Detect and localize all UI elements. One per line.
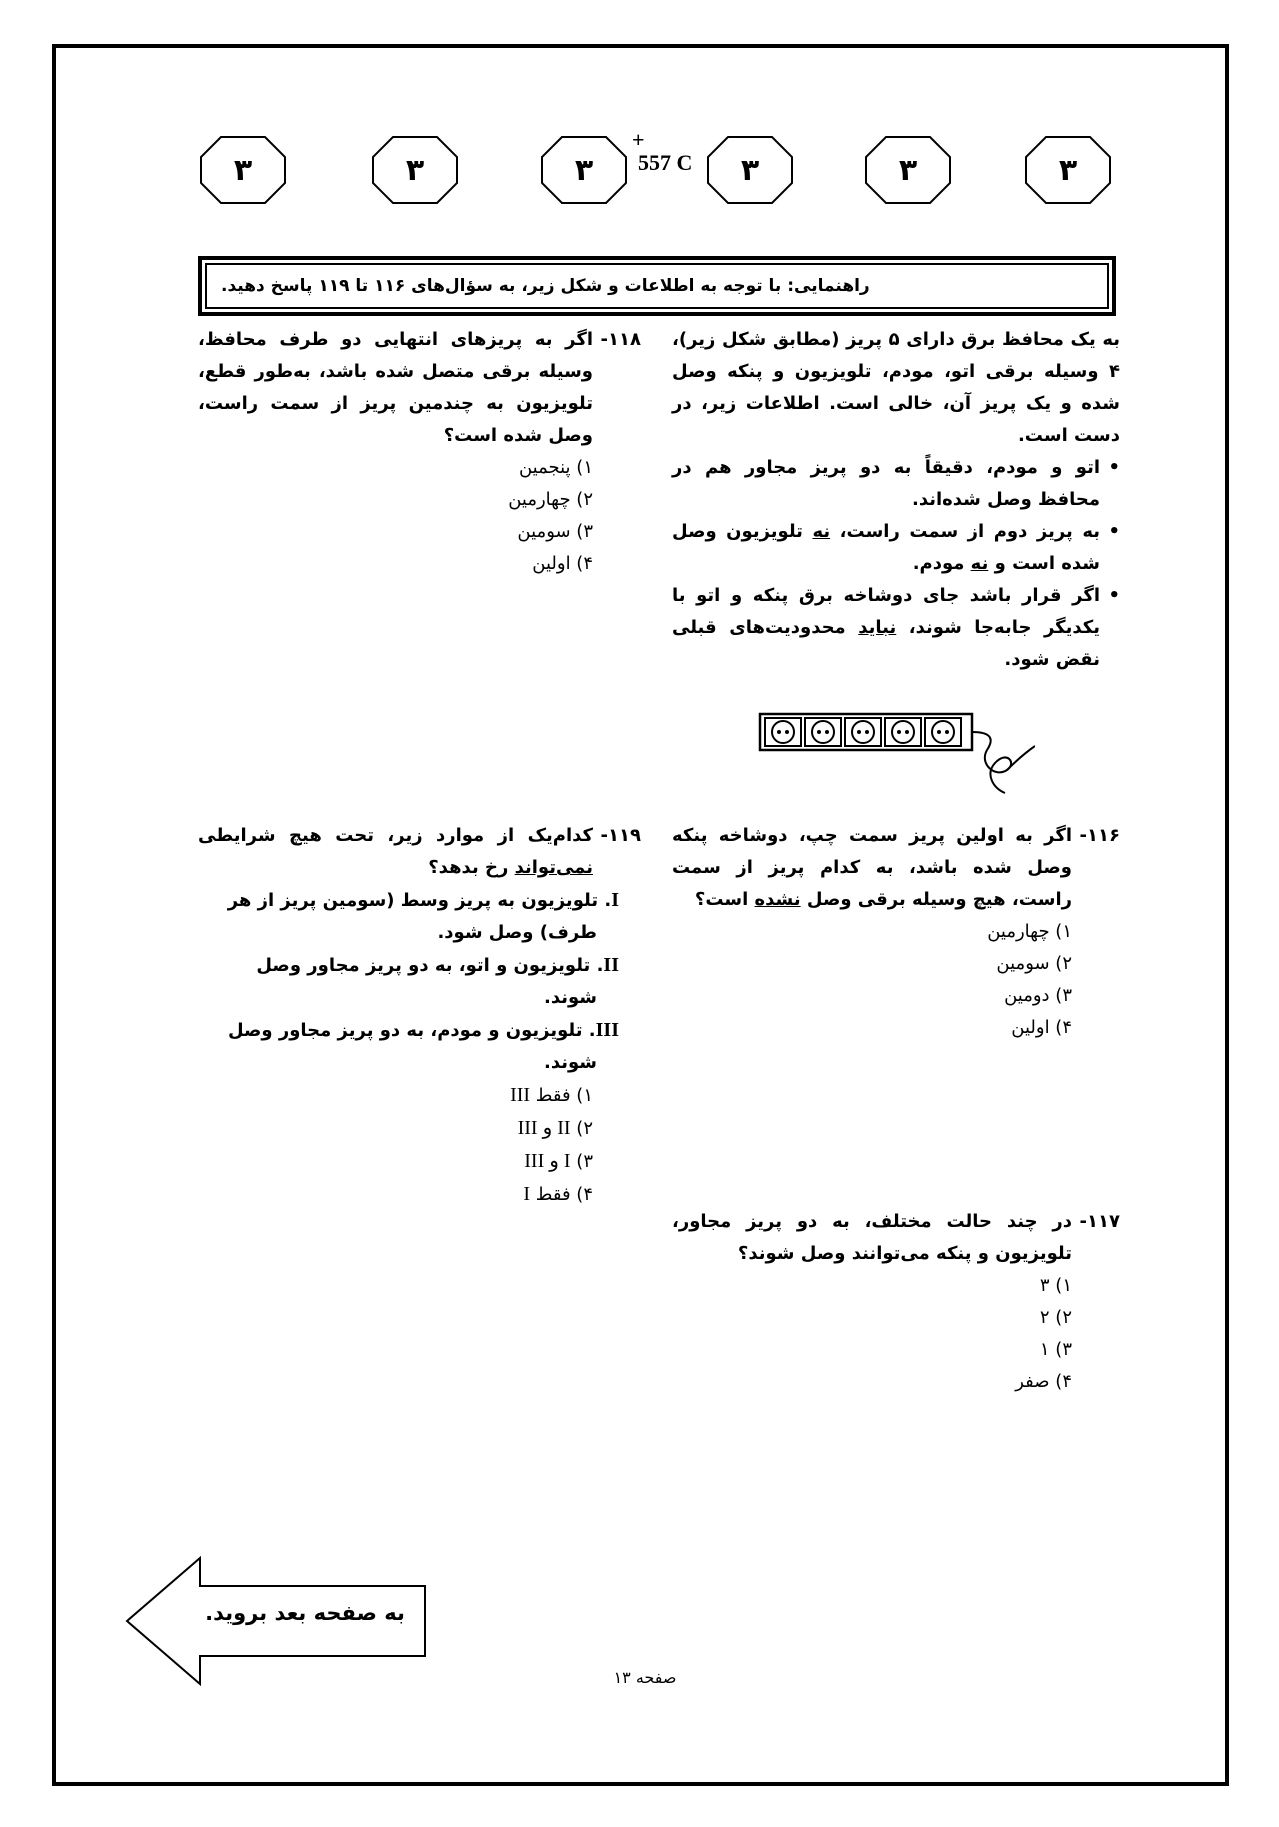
option-4[interactable]: ۴) اولین: [1011, 1017, 1072, 1038]
question-119: [198, 820, 641, 1211]
octagon-digit: ۳: [740, 152, 760, 188]
guide-text: راهنمایی: با توجه به اطلاعات و شکل زیر، به سؤال‌های ۱۱۶ تا ۱۱۹ پاسخ دهید.: [205, 263, 1109, 309]
question-number: ۱۱۹-: [600, 825, 641, 846]
guide-box: [198, 256, 1116, 316]
question-text: اگر به اولین پریز سمت چپ، دوشاخه پنکه وصل شده باشد، به کدام پریز از سمت راست، هیچ وسیله برقی وصل نشده است؟: [672, 825, 1072, 910]
option-1[interactable]: ۱) فقط III: [510, 1084, 593, 1106]
statement-3: III. تلویزیون و مودم، به دو پریز مجاور وصل شوند.: [227, 1019, 619, 1073]
next-page-label: به صفحه بعد بروید.: [205, 1601, 405, 1625]
octagon-digit: ۳: [574, 152, 594, 188]
intro-paragraph: به یک محافظ برق دارای ۵ پریز (مطابق شکل زیر)، ۴ وسیله برقی اتو، مودم، تلویزیون و پنکه وصل شده و یک پریز آن، خالی است. اطلاعات زیر، در دست است.: [672, 329, 1120, 446]
option-3[interactable]: ۳) سومین: [517, 521, 593, 542]
option-4[interactable]: ۴) صفر: [1015, 1371, 1072, 1392]
power-strip-figure: [755, 708, 1035, 798]
statement-1: I. تلویزیون به پریز وسط (سومین پریز از هر طرف) وصل شود.: [227, 889, 619, 943]
question-number: ۱۱۶-: [1079, 825, 1120, 846]
intro-bullet-3: • اگر قرار باشد جای دوشاخه برق پنکه و اتو با یکدیگر جابه‌جا شوند، نباید محدودیت‌های قبلی نقض شود.: [672, 580, 1120, 676]
option-3[interactable]: ۳) I و III: [524, 1150, 593, 1172]
question-text: در چند حالت مختلف، به دو پریز مجاور، تلویزیون و پنکه می‌توانند وصل شوند؟: [672, 1211, 1072, 1264]
option-2[interactable]: ۲) سومین: [996, 953, 1072, 974]
option-4[interactable]: ۴) اولین: [532, 553, 593, 574]
octagon-digit: ۳: [898, 152, 918, 188]
octagon-3: [540, 135, 628, 205]
octagon-4: [706, 135, 794, 205]
question-text: اگر به پریزهای انتهایی دو طرف محافظ، وسیله برقی متصل شده باشد، به‌طور قطع، تلویزیون به چندمین پریز از سمت راست، وصل شده است؟: [198, 329, 593, 446]
octagon-1: [199, 135, 287, 205]
question-118: [198, 324, 641, 580]
statement-2: II. تلویزیون و اتو، به دو پریز مجاور وصل شوند.: [256, 954, 619, 1008]
octagon-digit: ۳: [233, 152, 253, 188]
option-3[interactable]: ۳) ۱: [1039, 1339, 1072, 1360]
option-3[interactable]: ۳) دومین: [1004, 985, 1072, 1006]
option-2[interactable]: ۲) ۲: [1039, 1307, 1072, 1328]
option-2[interactable]: ۲) II و III: [517, 1117, 593, 1139]
question-text: کدام‌یک از موارد زیر، تحت هیچ شرایطی نمی‌تواند رخ بدهد؟: [198, 825, 593, 878]
question-number: ۱۱۸-: [600, 329, 641, 350]
octagon-digit: ۳: [405, 152, 425, 188]
option-1[interactable]: ۱) ۳: [1039, 1275, 1072, 1296]
intro-block: [672, 324, 1120, 676]
page-number: صفحه ۱۳: [613, 1668, 677, 1687]
question-117: [672, 1206, 1120, 1398]
option-1[interactable]: ۱) پنجمین: [518, 457, 593, 478]
option-4[interactable]: ۴) فقط I: [523, 1183, 593, 1205]
question-number: ۱۱۷-: [1079, 1211, 1120, 1232]
option-1[interactable]: ۱) چهارمین: [987, 921, 1072, 942]
octagon-6: [1024, 135, 1112, 205]
option-2[interactable]: ۲) چهارمین: [508, 489, 593, 510]
booklet-code: 557 C: [638, 150, 693, 175]
next-page-arrow[interactable]: [125, 1556, 430, 1686]
octagon-2: [371, 135, 459, 205]
octagon-5: [864, 135, 952, 205]
intro-bullet-2: • به پریز دوم از سمت راست، نه تلویزیون وصل شده است و نه مودم.: [672, 516, 1120, 580]
plus-sign: +: [632, 127, 645, 152]
octagon-digit: ۳: [1058, 152, 1078, 188]
question-116: [672, 820, 1120, 1044]
intro-bullet-1: • اتو و مودم، دقیقاً به دو پریز مجاور هم در محافظ وصل شده‌اند.: [672, 452, 1120, 516]
